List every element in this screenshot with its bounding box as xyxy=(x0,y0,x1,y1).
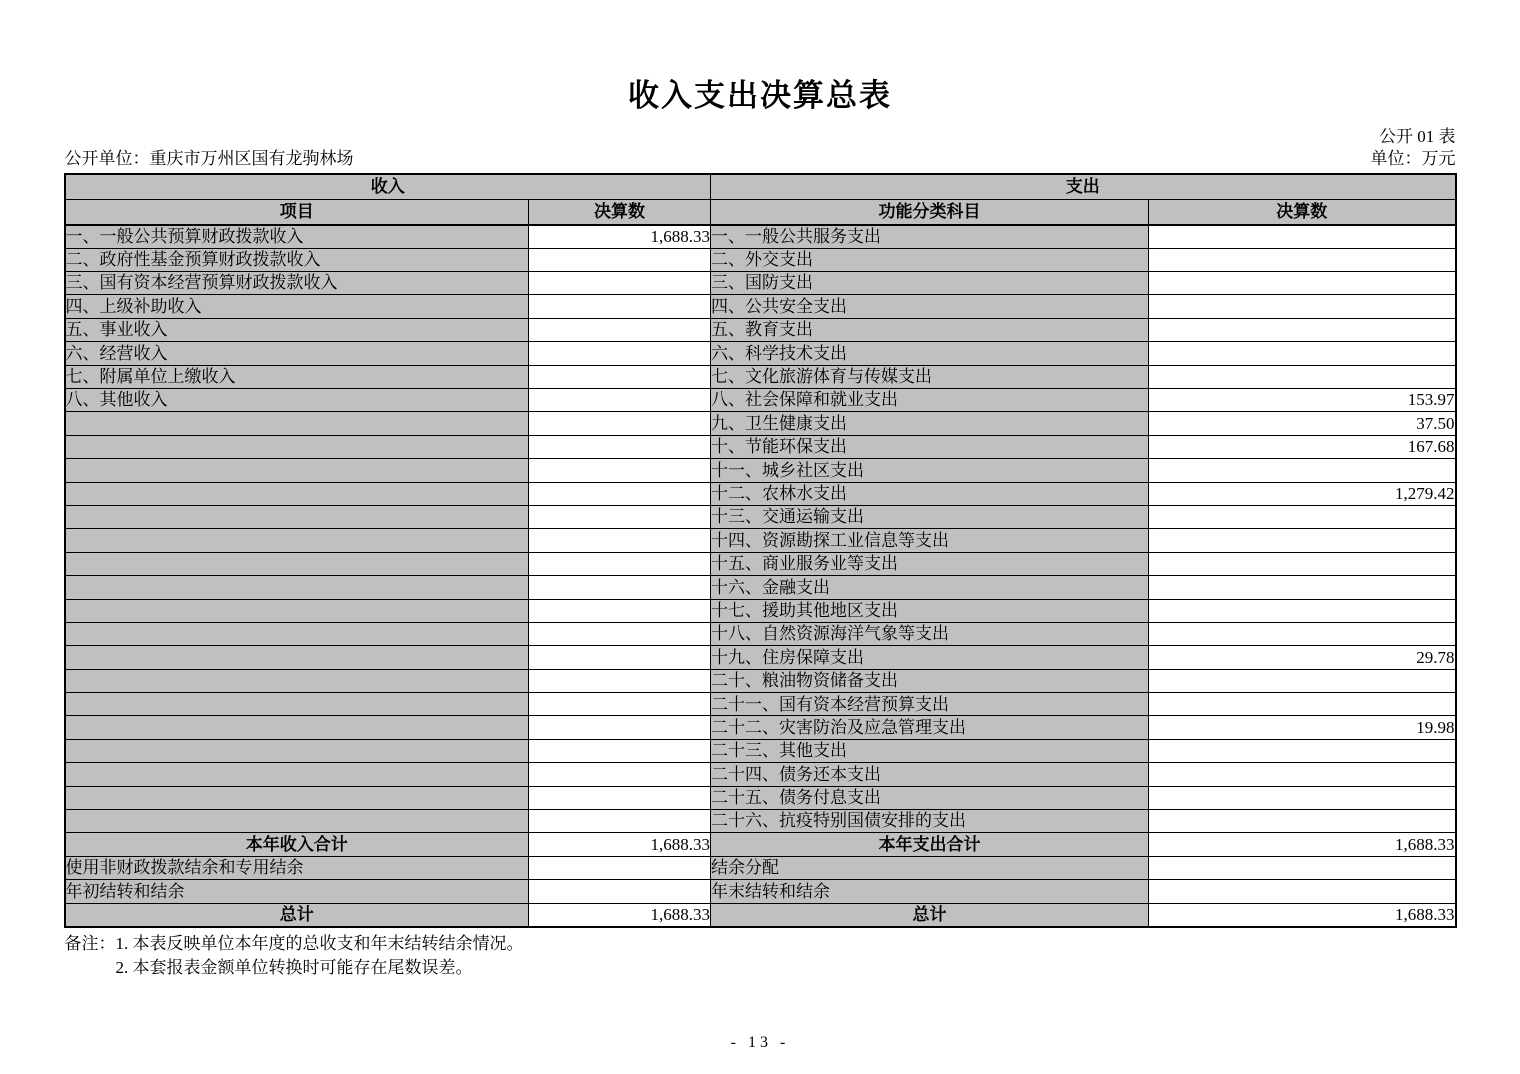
income-item-cell: 五、事业收入 xyxy=(65,318,529,341)
table-row xyxy=(65,599,1456,622)
expense-value-cell xyxy=(1149,459,1456,482)
income-item-cell xyxy=(65,599,529,622)
expense-value-cell xyxy=(1149,622,1456,645)
expense-item-cell: 九、卫生健康支出 xyxy=(711,412,1149,435)
income-section-header: 收入 xyxy=(65,174,711,200)
table-row xyxy=(65,693,1456,716)
expense-value-cell xyxy=(1149,529,1456,552)
summary-row xyxy=(65,903,1456,926)
expense-item-cell: 三、国防支出 xyxy=(711,272,1149,295)
expense-item-cell: 十八、自然资源海洋气象等支出 xyxy=(711,622,1149,645)
table-row xyxy=(65,716,1456,739)
summary-row xyxy=(65,880,1456,903)
expense-value-cell xyxy=(1149,552,1456,575)
income-item-cell xyxy=(65,505,529,528)
income-value-cell xyxy=(529,505,711,528)
expense-item-cell: 十五、商业服务业等支出 xyxy=(711,552,1149,575)
expense-value-cell xyxy=(1149,342,1456,365)
income-item-cell: 使用非财政拨款结余和专用结余 xyxy=(65,856,529,879)
expense-value-cell xyxy=(1149,295,1456,318)
table-row xyxy=(65,739,1456,762)
expense-item-cell: 二十三、其他支出 xyxy=(711,739,1149,762)
expense-item-cell: 本年支出合计 xyxy=(711,833,1149,856)
expense-value-cell: 1,279.42 xyxy=(1149,482,1456,505)
table-row xyxy=(65,318,1456,341)
income-item-cell xyxy=(65,786,529,809)
income-value-cell xyxy=(529,459,711,482)
expense-value-cell xyxy=(1149,739,1456,762)
expense-section-header: 支出 xyxy=(711,174,1456,200)
income-value-cell xyxy=(529,669,711,692)
income-item-cell xyxy=(65,622,529,645)
publisher-label: 公开单位：重庆市万州区国有龙驹林场 xyxy=(64,149,354,169)
expense-item-cell: 十七、援助其他地区支出 xyxy=(711,599,1149,622)
income-value-cell xyxy=(529,482,711,505)
income-item-cell xyxy=(65,552,529,575)
income-value-cell xyxy=(529,435,711,458)
summary-row xyxy=(65,856,1456,879)
expense-item-cell: 二十一、国有资本经营预算支出 xyxy=(711,693,1149,716)
footnote-text: 2. 本套报表金额单位转换时可能存在尾数误差。 xyxy=(115,958,473,978)
expense-value-cell: 153.97 xyxy=(1149,389,1456,412)
expense-item-cell: 十三、交通运输支出 xyxy=(711,505,1149,528)
table-row xyxy=(65,412,1456,435)
income-item-cell: 一、一般公共预算财政拨款收入 xyxy=(65,225,529,248)
income-item-cell xyxy=(65,412,529,435)
expense-value-cell: 19.98 xyxy=(1149,716,1456,739)
table-row xyxy=(65,576,1456,599)
expense-value-cell: 37.50 xyxy=(1149,412,1456,435)
table-row xyxy=(65,248,1456,271)
income-item-cell xyxy=(65,459,529,482)
table-row xyxy=(65,622,1456,645)
expense-item-cell: 结余分配 xyxy=(711,856,1149,879)
expense-value-cell xyxy=(1149,599,1456,622)
expense-item-cell: 二十六、抗疫特别国债安排的支出 xyxy=(711,810,1149,833)
income-item-cell: 三、国有资本经营预算财政拨款收入 xyxy=(65,272,529,295)
footnote-label: 备注： xyxy=(64,933,116,953)
expense-item-cell: 十九、住房保障支出 xyxy=(711,646,1149,669)
expense-value-cell xyxy=(1149,505,1456,528)
income-item-cell: 四、上级补助收入 xyxy=(65,295,529,318)
income-value-cell xyxy=(529,880,711,903)
expense-value-cell xyxy=(1149,880,1456,903)
table-row xyxy=(65,389,1456,412)
table-code: 公开 01 表 xyxy=(1379,127,1456,146)
summary-row xyxy=(65,833,1456,856)
expense-value-cell xyxy=(1149,318,1456,341)
income-item-cell: 二、政府性基金预算财政拨款收入 xyxy=(65,248,529,271)
budget-table-body xyxy=(65,225,1456,927)
expense-value-column-header: 决算数 xyxy=(1149,199,1456,225)
table-row xyxy=(65,505,1456,528)
table-row xyxy=(65,435,1456,458)
page-number: - 13 - xyxy=(730,1034,790,1051)
income-value-cell xyxy=(529,716,711,739)
table-row xyxy=(65,786,1456,809)
expense-item-cell: 八、社会保障和就业支出 xyxy=(711,389,1149,412)
expense-value-cell xyxy=(1149,763,1456,786)
income-item-cell xyxy=(65,529,529,552)
expense-item-cell: 二十二、灾害防治及应急管理支出 xyxy=(711,716,1149,739)
expense-value-cell xyxy=(1149,365,1456,388)
table-row xyxy=(65,295,1456,318)
income-value-cell xyxy=(529,646,711,669)
expense-value-cell xyxy=(1149,248,1456,271)
income-item-cell xyxy=(65,576,529,599)
income-value-cell xyxy=(529,576,711,599)
income-item-cell: 八、其他收入 xyxy=(65,389,529,412)
income-item-cell: 总计 xyxy=(65,903,529,926)
expense-item-cell: 二、外交支出 xyxy=(711,248,1149,271)
unit-label: 单位：万元 xyxy=(1370,149,1456,169)
table-row xyxy=(65,669,1456,692)
income-item-cell xyxy=(65,646,529,669)
income-value-cell xyxy=(529,272,711,295)
page-title: 收入支出决算总表 xyxy=(628,78,892,113)
expense-item-cell: 四、公共安全支出 xyxy=(711,295,1149,318)
table-row xyxy=(65,646,1456,669)
income-value-cell xyxy=(529,622,711,645)
income-value-cell xyxy=(529,786,711,809)
expense-value-cell xyxy=(1149,225,1456,248)
column-header-row xyxy=(65,199,1456,225)
expense-value-cell xyxy=(1149,272,1456,295)
expense-item-cell: 年末结转和结余 xyxy=(711,880,1149,903)
table-row xyxy=(65,342,1456,365)
table-row xyxy=(65,365,1456,388)
income-value-cell xyxy=(529,763,711,786)
expense-value-cell xyxy=(1149,693,1456,716)
income-item-cell: 年初结转和结余 xyxy=(65,880,529,903)
table-row xyxy=(65,529,1456,552)
expense-value-cell: 1,688.33 xyxy=(1149,833,1456,856)
expense-value-cell xyxy=(1149,576,1456,599)
expense-item-cell: 二十五、债务付息支出 xyxy=(711,786,1149,809)
table-row xyxy=(65,482,1456,505)
expense-item-cell: 十六、金融支出 xyxy=(711,576,1149,599)
expense-item-cell: 七、文化旅游体育与传媒支出 xyxy=(711,365,1149,388)
expense-item-cell: 十、节能环保支出 xyxy=(711,435,1149,458)
income-item-cell xyxy=(65,669,529,692)
expense-item-cell: 十一、城乡社区支出 xyxy=(711,459,1149,482)
income-value-cell xyxy=(529,856,711,879)
income-item-cell: 本年收入合计 xyxy=(65,833,529,856)
income-item-cell xyxy=(65,482,529,505)
expense-value-cell xyxy=(1149,786,1456,809)
document-meta xyxy=(65,127,1456,170)
income-value-cell xyxy=(529,318,711,341)
income-value-cell xyxy=(529,365,711,388)
income-item-cell xyxy=(65,763,529,786)
expense-value-cell xyxy=(1149,856,1456,879)
expense-value-cell xyxy=(1149,669,1456,692)
income-value-cell xyxy=(529,412,711,435)
footnote-text: 1. 本表反映单位本年度的总收支和年末结转结余情况。 xyxy=(115,933,524,953)
footnote-line xyxy=(65,932,1456,957)
income-item-column-header: 项目 xyxy=(65,199,529,225)
expense-value-cell xyxy=(1149,810,1456,833)
expense-item-cell: 一、一般公共服务支出 xyxy=(711,225,1149,248)
income-value-column-header: 决算数 xyxy=(529,199,711,225)
income-item-cell xyxy=(65,435,529,458)
footnotes xyxy=(65,932,1456,981)
income-item-cell xyxy=(65,716,529,739)
expense-item-cell: 十四、资源勘探工业信息等支出 xyxy=(711,529,1149,552)
budget-table xyxy=(64,173,1457,928)
table-row xyxy=(65,459,1456,482)
expense-value-cell: 29.78 xyxy=(1149,646,1456,669)
table-row xyxy=(65,763,1456,786)
expense-item-column-header: 功能分类科目 xyxy=(711,199,1149,225)
expense-item-cell: 二十、粮油物资储备支出 xyxy=(711,669,1149,692)
table-row xyxy=(65,225,1456,248)
income-value-cell xyxy=(529,295,711,318)
income-value-cell xyxy=(529,810,711,833)
footnote-line xyxy=(65,956,1456,981)
income-value-cell: 1,688.33 xyxy=(529,225,711,248)
income-item-cell: 六、经营收入 xyxy=(65,342,529,365)
expense-item-cell: 十二、农林水支出 xyxy=(711,482,1149,505)
table-row xyxy=(65,272,1456,295)
income-item-cell: 七、附属单位上缴收入 xyxy=(65,365,529,388)
income-value-cell xyxy=(529,248,711,271)
income-value-cell xyxy=(529,342,711,365)
expense-value-cell: 1,688.33 xyxy=(1149,903,1456,926)
income-item-cell xyxy=(65,810,529,833)
income-value-cell xyxy=(529,552,711,575)
income-value-cell xyxy=(529,599,711,622)
income-value-cell: 1,688.33 xyxy=(529,903,711,926)
table-row xyxy=(65,810,1456,833)
table-row xyxy=(65,552,1456,575)
income-value-cell: 1,688.33 xyxy=(529,833,711,856)
expense-item-cell: 总计 xyxy=(711,903,1149,926)
income-value-cell xyxy=(529,389,711,412)
income-item-cell xyxy=(65,739,529,762)
income-value-cell xyxy=(529,693,711,716)
section-header-row xyxy=(65,174,1456,200)
income-value-cell xyxy=(529,529,711,552)
expense-item-cell: 五、教育支出 xyxy=(711,318,1149,341)
income-item-cell xyxy=(65,693,529,716)
income-value-cell xyxy=(529,739,711,762)
expense-item-cell: 六、科学技术支出 xyxy=(711,342,1149,365)
expense-value-cell: 167.68 xyxy=(1149,435,1456,458)
expense-item-cell: 二十四、债务还本支出 xyxy=(711,763,1149,786)
